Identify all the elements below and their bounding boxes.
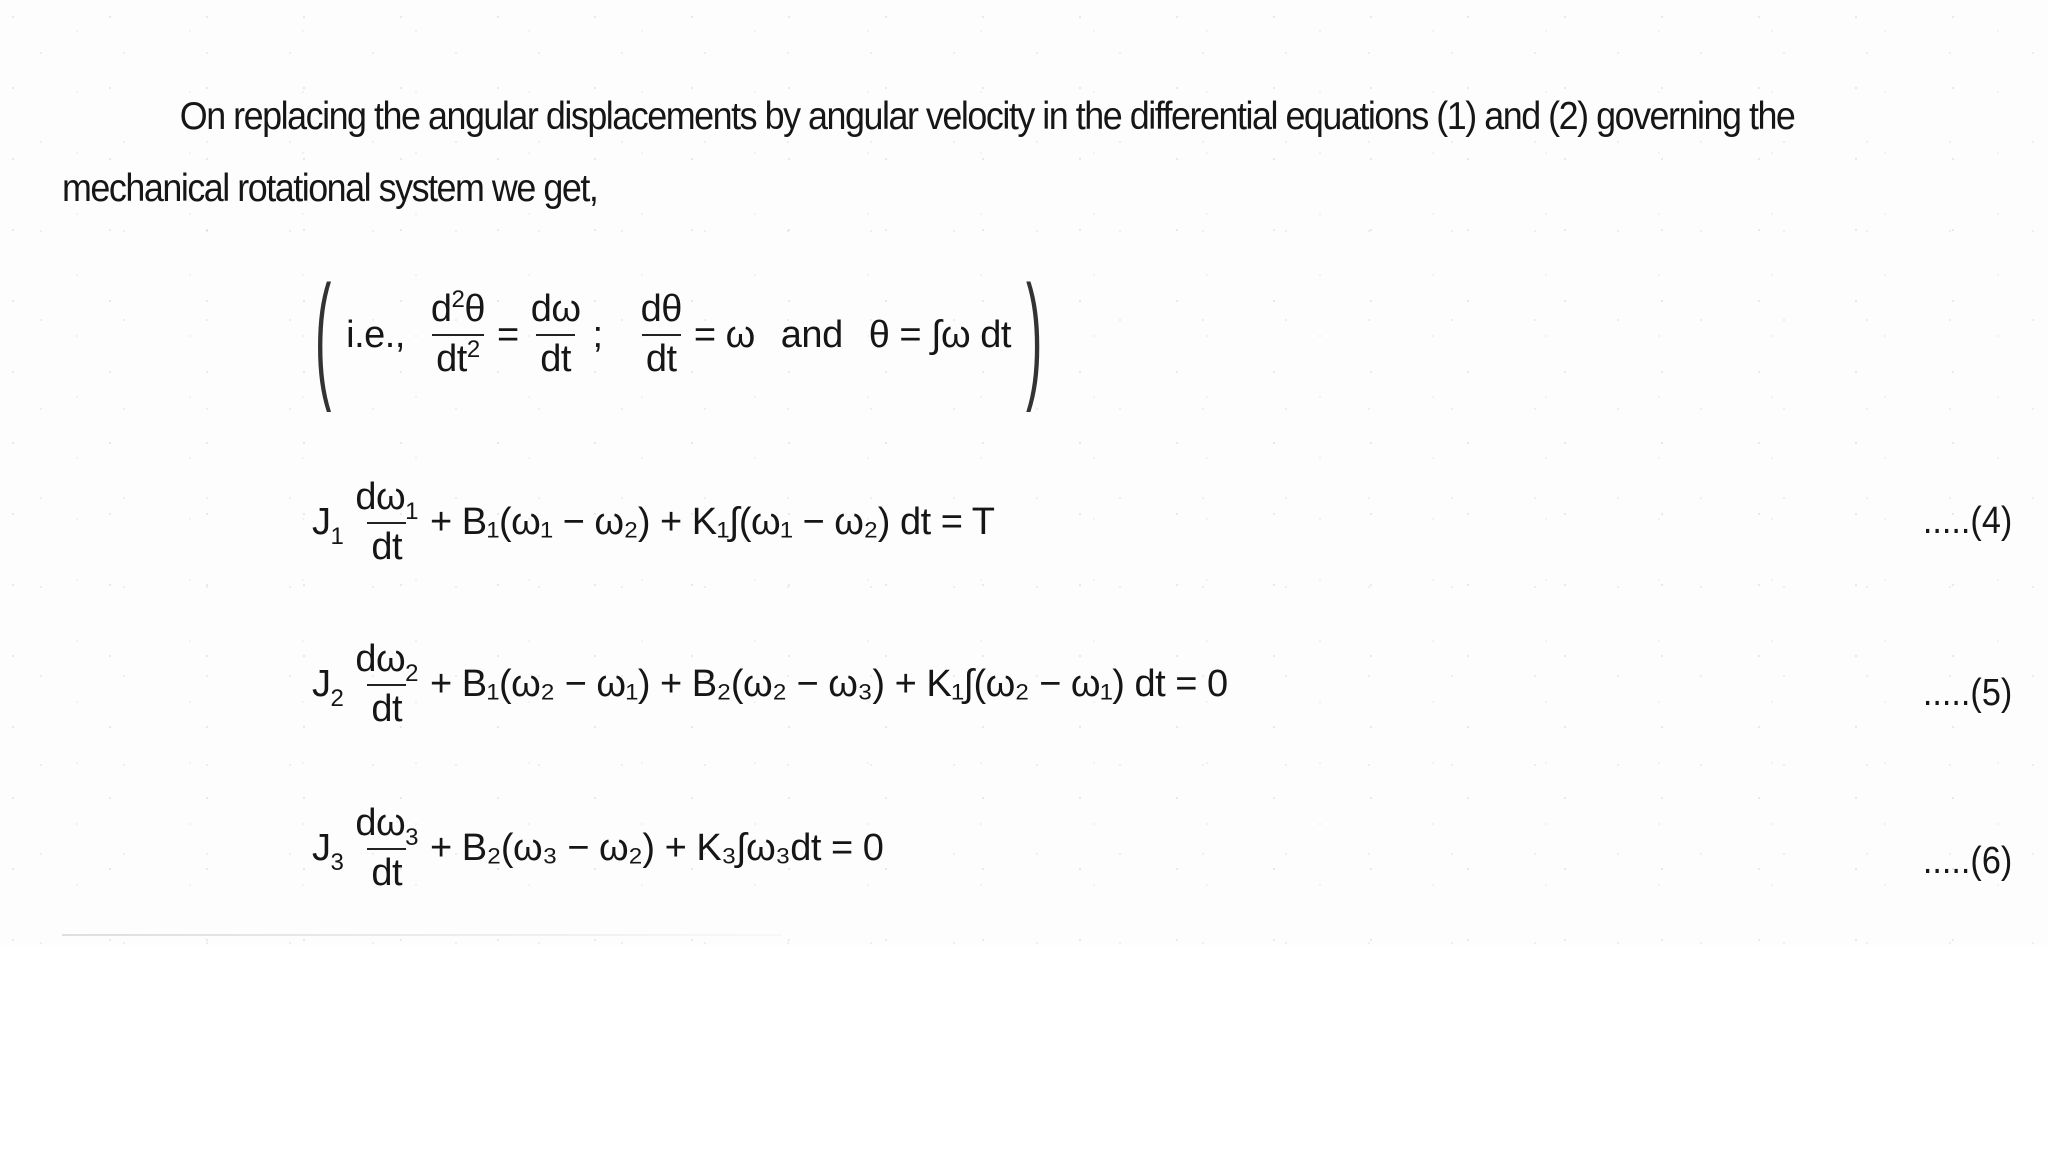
paragraph-line-1 (62, 81, 1856, 153)
dtheta-dt-fraction: $\frac{d\theta}{dt}$ (640, 288, 682, 380)
equation-number-6: .....(6) (1922, 840, 2012, 882)
equation-4: $J_1$ $\frac{d\omega_1}{dt}$ + B₁(ω₁ − ω₂) + K₁∫(ω₁ − ω₂) dt = T (312, 476, 995, 568)
eq6-body: + B₂(ω₃ − ω₂) + K₃∫ω₃dt = 0 (430, 827, 884, 870)
bottom-rule (62, 934, 782, 936)
equation-number-4: .....(4) (1922, 500, 2012, 542)
equals-sign: = (497, 313, 519, 356)
ie-prefix: i.e., (346, 313, 405, 356)
eq5-body: + B₁(ω₂ − ω₁) + B₂(ω₂ − ω₃) + K₁∫(ω₂ − ω₁) dt = 0 (430, 663, 1228, 706)
eq6-fraction: $\frac{d\omega_3}{dt}$ (355, 802, 419, 894)
paragraph-text-1: On replacing the angular displacements by angular velocity in the differential equations (1) and (2) governing the (179, 95, 1795, 138)
theta-integral: θ = ∫ω dt (868, 313, 1011, 356)
equation-6: $J_3$ $\frac{d\omega_3}{dt}$ + B₂(ω₃ − ω₂) + K₃∫ω₃dt = 0 (312, 802, 884, 894)
domega-dt-fraction: $\frac{d\omega}{dt}$ (530, 288, 581, 380)
right-paren: ) (1025, 256, 1043, 413)
paragraph-text-2: mechanical rotational system we get, (62, 167, 598, 210)
second-derivative-fraction: $\frac{d^2\theta}{dt^2}$ (430, 286, 486, 380)
eq4-body: + B₁(ω₁ − ω₂) + K₁∫(ω₁ − ω₂) dt = T (430, 501, 995, 544)
separator: ; (592, 313, 603, 356)
ie-relations (300, 250, 1057, 420)
paragraph-line-2 (62, 153, 1856, 225)
eq4-fraction: $\frac{d\omega_1}{dt}$ (355, 476, 419, 568)
equation-number-5: .....(5) (1922, 672, 2012, 714)
left-paren: ( (314, 256, 332, 413)
equals-omega: = ω (693, 313, 755, 356)
and-word: and (780, 313, 843, 356)
equation-5: $J_2$ $\frac{d\omega_2}{dt}$ + B₁(ω₂ − ω₁) + B₂(ω₂ − ω₃) + K₁∫(ω₂ − ω₁) dt = 0 (312, 638, 1228, 730)
eq5-fraction: $\frac{d\omega_2}{dt}$ (355, 638, 419, 730)
